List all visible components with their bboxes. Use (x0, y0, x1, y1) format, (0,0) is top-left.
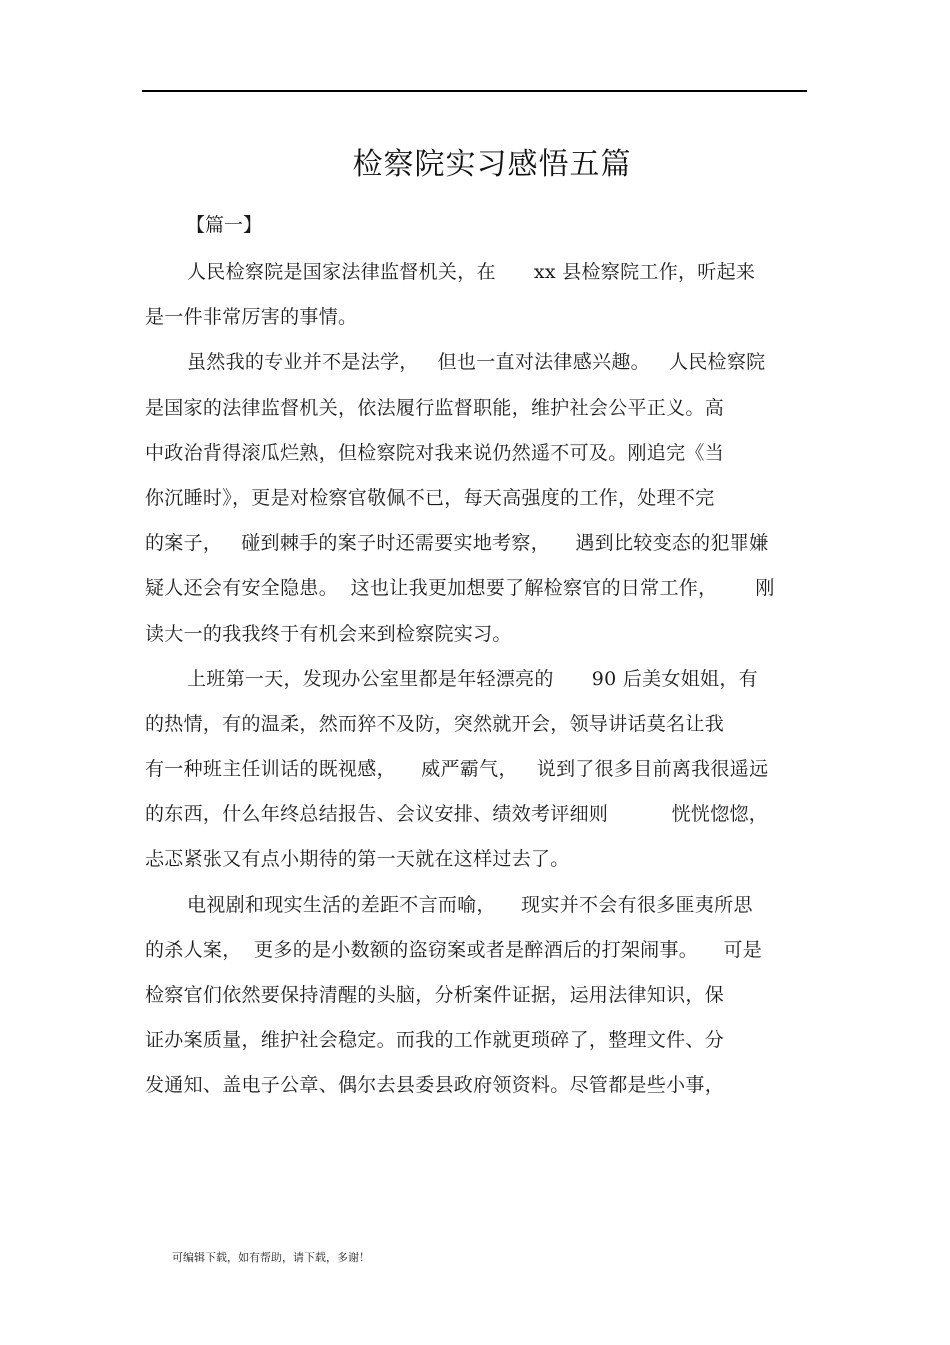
text-line: 中政治背得滚瓜烂熟，但检察院对我来说仍然遥不可及。刚追完《当 (145, 441, 725, 464)
body-text (145, 250, 810, 1109)
text-line: 的热情，有的温柔，然而猝不及防，突然就开会，领导讲话莫名让我 (145, 712, 725, 735)
header-rule (142, 90, 807, 92)
text-line: 疑人还会有安全隐患。 这也让我更加想要了解检察官的日常工作， 刚 (145, 577, 775, 600)
text-line: 是一件非常厉害的事情。 (145, 306, 358, 329)
text-line: 是国家的法律监督机关，依法履行监督职能，维护社会公平正义。高 (145, 396, 725, 419)
document-title: 检察院实习感悟五篇 (352, 147, 632, 182)
text-line: 证办案质量，维护社会稳定。而我的工作就更琐碎了，整理文件、分 (145, 1029, 725, 1052)
text-line: 人民检察院是国家法律监督机关，在 xx 县检察院工作，听起来 (187, 261, 756, 283)
text-line: 的杀人案， 更多的是小数额的盗窃案或者是醉酒后的打架闹事。 可是 (145, 938, 763, 961)
text-line: 有一种班主任训话的既视感， 威严霸气， 说到了很多目前离我很遥远 (145, 758, 769, 781)
text-line: 的东西，什么年终总结报告、会议安排、绩效考评细则 恍恍惚惚， (145, 803, 769, 826)
text-line: 读大一的我我终于有机会来到检察院实习。 (145, 622, 512, 645)
text-line: 虽然我的专业并不是法学， 但也一直对法律感兴趣。 人民检察院 (187, 351, 766, 374)
text-line: 电视剧和现实生活的差距不言而喻， 现实并不会有很多匪夷所思 (187, 893, 753, 916)
text-line: 忐忑紧张又有点小期待的第一天就在这样过去了。 (145, 848, 570, 871)
text-line: 你沉睡时》，更是对检察官敬佩不已，每天高强度的工作，处理不完 (145, 486, 715, 509)
section-label: 【篇一】 (186, 214, 263, 236)
text-line: 上班第一天，发现办公室里都是年轻漂亮的 90 后美女姐姐，有 (187, 667, 758, 690)
footer-note: 可编辑下载，如有帮助，请下载，多谢！ (172, 1251, 370, 1264)
text-line: 的案子， 碰到棘手的案子时还需要实地考察， 遇到比较变态的犯罪嫌 (145, 532, 769, 555)
text-line: 检察官们依然要保持清醒的头脑，分析案件证据，运用法律知识，保 (145, 984, 725, 1006)
text-line: 发通知、盖电子公章、偶尔去县委县政府领资料。尽管都是些小事， (145, 1074, 725, 1097)
